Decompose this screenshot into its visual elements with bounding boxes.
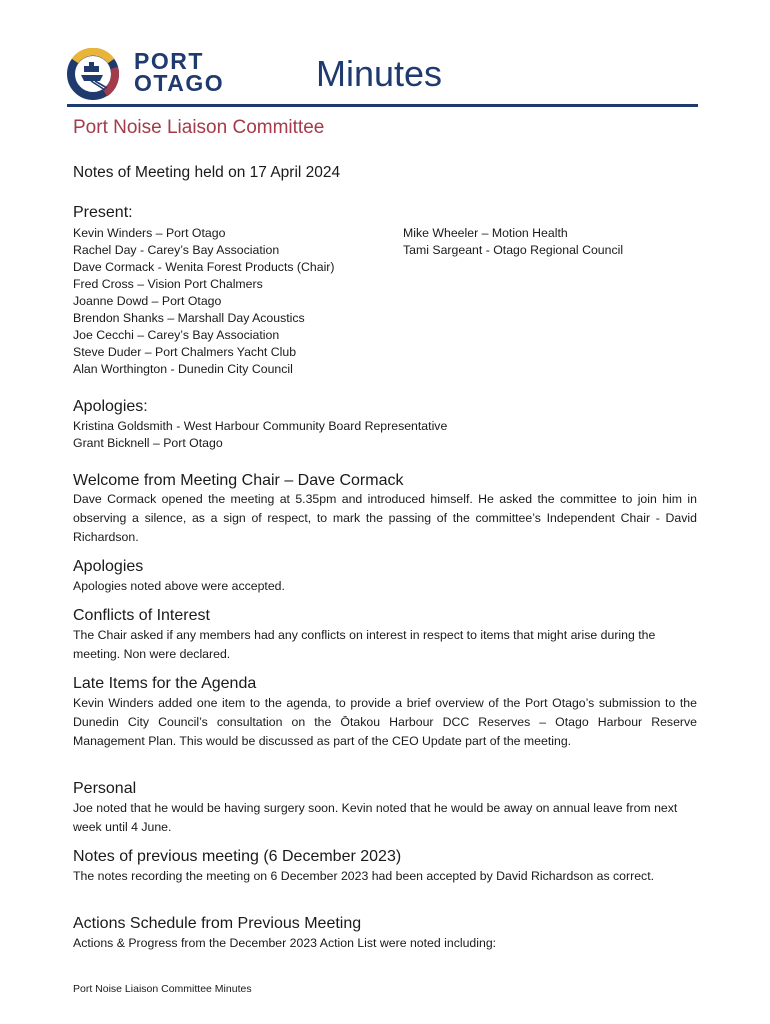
page-footer: Port Noise Liaison Committee Minutes: [73, 983, 252, 995]
personal-heading: Personal: [73, 780, 137, 797]
present-heading: Present:: [73, 204, 133, 221]
previous-meeting-body: The notes recording the meeting on 6 December 2023 had been accepted by David Richardson as correct.: [73, 869, 655, 883]
welcome-body: Dave Cormack opened the meeting at 5.35pm and introduced himself. He asked the committee to join him in observing a silence, as a sign of respect, to mark the passing of the committee’s Independent Chair - David Richardson.: [73, 492, 697, 544]
welcome-heading: Welcome from Meeting Chair – Dave Cormack: [73, 472, 404, 489]
list-item: Steve Duder – Port Chalmers Yacht Club: [73, 345, 297, 359]
meeting-date-line: Notes of Meeting held on 17 April 2024: [73, 164, 341, 181]
present-list-right: [403, 225, 623, 259]
header-divider: [67, 104, 698, 107]
conflicts-heading: Conflicts of Interest: [73, 607, 210, 624]
list-item: Alan Worthington - Dunedin City Council: [73, 362, 293, 376]
port-otago-logo: [67, 48, 247, 100]
list-item: Tami Sargeant - Otago Regional Council: [403, 243, 624, 257]
previous-meeting-heading: Notes of previous meeting (6 December 2023): [73, 848, 402, 865]
personal-body: Joe noted that he would be having surgery soon. Kevin noted that he would be away on annual leave from next week until 4 June.: [73, 801, 678, 834]
list-item: Brendon Shanks – Marshall Day Acoustics: [73, 311, 305, 325]
committee-name: Port Noise Liaison Committee: [73, 117, 325, 138]
list-item: Fred Cross – Vision Port Chalmers: [73, 277, 263, 291]
list-item: Kristina Goldsmith - West Harbour Community Board Representative: [73, 419, 448, 433]
late-items-body: Kevin Winders added one item to the agenda, to provide a brief overview of the Port Otago’s submission to the Dunedin City Council’s consultation on the Ōtakou Harbour DCC Reserves – Otago Harbour Reserve Management Plan. This would be discussed as part of the CEO Update part of the meeting.: [73, 696, 697, 748]
list-item: Joanne Dowd – Port Otago: [73, 294, 222, 308]
list-item: Mike Wheeler – Motion Health: [403, 226, 568, 240]
actions-body: Actions & Progress from the December 2023 Action List were noted including:: [73, 936, 497, 950]
logo-line-port: PORT: [134, 48, 204, 74]
actions-heading: Actions Schedule from Previous Meeting: [73, 915, 362, 932]
present-list-left: [73, 225, 335, 378]
list-item: Grant Bicknell – Port Otago: [73, 436, 223, 450]
list-item: Dave Cormack - Wenita Forest Products (Chair): [73, 260, 335, 274]
list-item: Joe Cecchi – Carey’s Bay Association: [73, 328, 280, 342]
list-item: Rachel Day - Carey’s Bay Association: [73, 243, 280, 257]
apologies-list-heading: Apologies:: [73, 398, 148, 415]
apologies-list: [73, 418, 447, 452]
apologies-body: Apologies noted above were accepted.: [73, 579, 285, 593]
list-item: Kevin Winders – Port Otago: [73, 226, 226, 240]
logo-wordmark: [134, 50, 224, 94]
conflicts-body: The Chair asked if any members had any conflicts on interest in respect to items that might arise during the meeting. Non were declared.: [73, 628, 656, 661]
logo-line-otago: OTAGO: [134, 70, 225, 96]
page-title: Minutes: [316, 53, 443, 94]
apologies-heading: Apologies: [73, 558, 144, 575]
late-items-heading: Late Items for the Agenda: [73, 675, 257, 692]
port-otago-emblem-icon: [67, 48, 119, 100]
